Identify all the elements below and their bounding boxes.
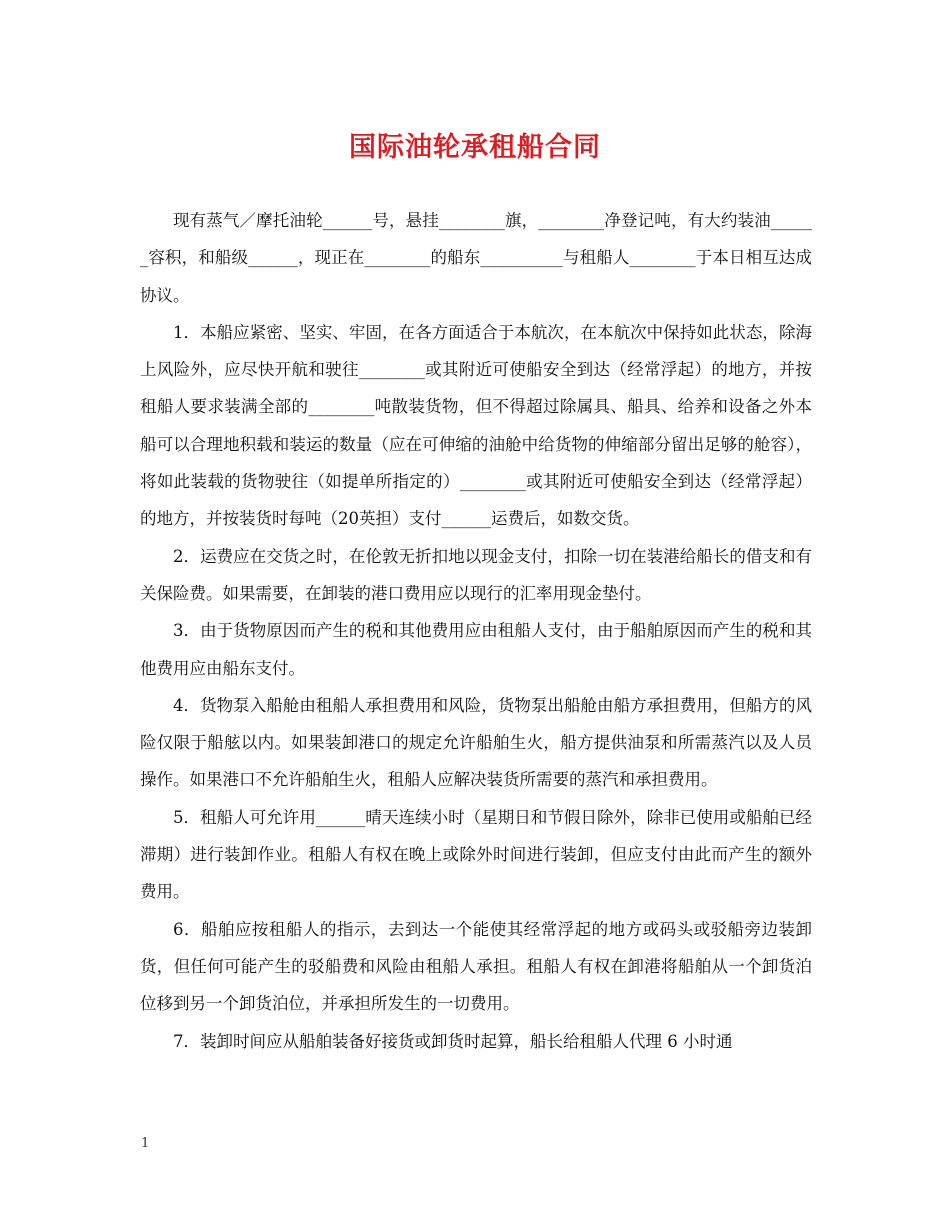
paragraph-preamble: 现有蒸气／摩托油轮______号，悬挂________旗，________净登记吨，有大约装油______容积，和船级______，现正在________的船东__________与租船人________于本日相互达成协议。 <box>140 211 812 305</box>
paragraph-clause-4: 4．货物泵入船舱由租船人承担费用和风险，货物泵出船舱由船方承担费用，但船方的风险仅限于船舷以内。如果装卸港口的规定允许船舶生火，船方提供油泵和所需蒸汽以及人员操作。如果港口不允许船舶生火，租船人应解决装货所需要的蒸汽和承担费用。 <box>140 695 812 790</box>
document-title: 国际油轮承租船合同 <box>349 132 601 163</box>
paragraph-clause-2: 2．运费应在交货之时，在伦敦无折扣地以现金支付，扣除一切在装港给船长的借支和有关保险费。如果需要，在卸装的港口费用应以现行的汇率用现金垫付。 <box>140 546 812 603</box>
paragraph-clause-3: 3．由于货物原因而产生的税和其他费用应由租船人支付，由于船舶原因而产生的税和其他费用应由船东支付。 <box>140 621 812 678</box>
paragraph-clause-5: 5．租船人可允许用______晴天连续小时（星期日和节假日除外，除非已使用或船舶已经滞期）进行装卸作业。租船人有权在晚上或除外时间进行装卸，但应支付由此而产生的额外费用。 <box>140 807 812 902</box>
document-body <box>140 202 812 1060</box>
page-number: 1 <box>141 1136 150 1151</box>
paragraph-clause-7: 7．装卸时间应从船舶装备好接货或卸货时起算，船长给租船人代理 6 小时通 <box>173 1031 733 1051</box>
paragraph-clause-1: 1．本船应紧密、坚实、牢固，在各方面适合于本航次，在本航次中保持如此状态，除海上风险外，应尽快开航和驶往________或其附近可使船安全到达（经常浮起）的地方，并按租船人要求装满全部的________吨散装货物，但不得超过除属具、船具、给养和设备之外本船可以合理地积载和装运的数量（应在可伸缩的油舱中给货物的伸缩部分留出足够的舱容），将如此装载的货物驶往（如提单所指定的）________或其附近可使船安全到达（经常浮起）的地方，并按装货时每吨（20英担）支付______运费后，如数交货。 <box>140 322 812 529</box>
paragraph-clause-6: 6．船舶应按租船人的指示，去到达一个能使其经常浮起的地方或码头或驳船旁边装卸货，但任何可能产生的驳船费和风险由租船人承担。租船人有权在卸港将船舶从一个卸货泊位移到另一个卸货泊位，并承担所发生的一切费用。 <box>140 919 812 1014</box>
